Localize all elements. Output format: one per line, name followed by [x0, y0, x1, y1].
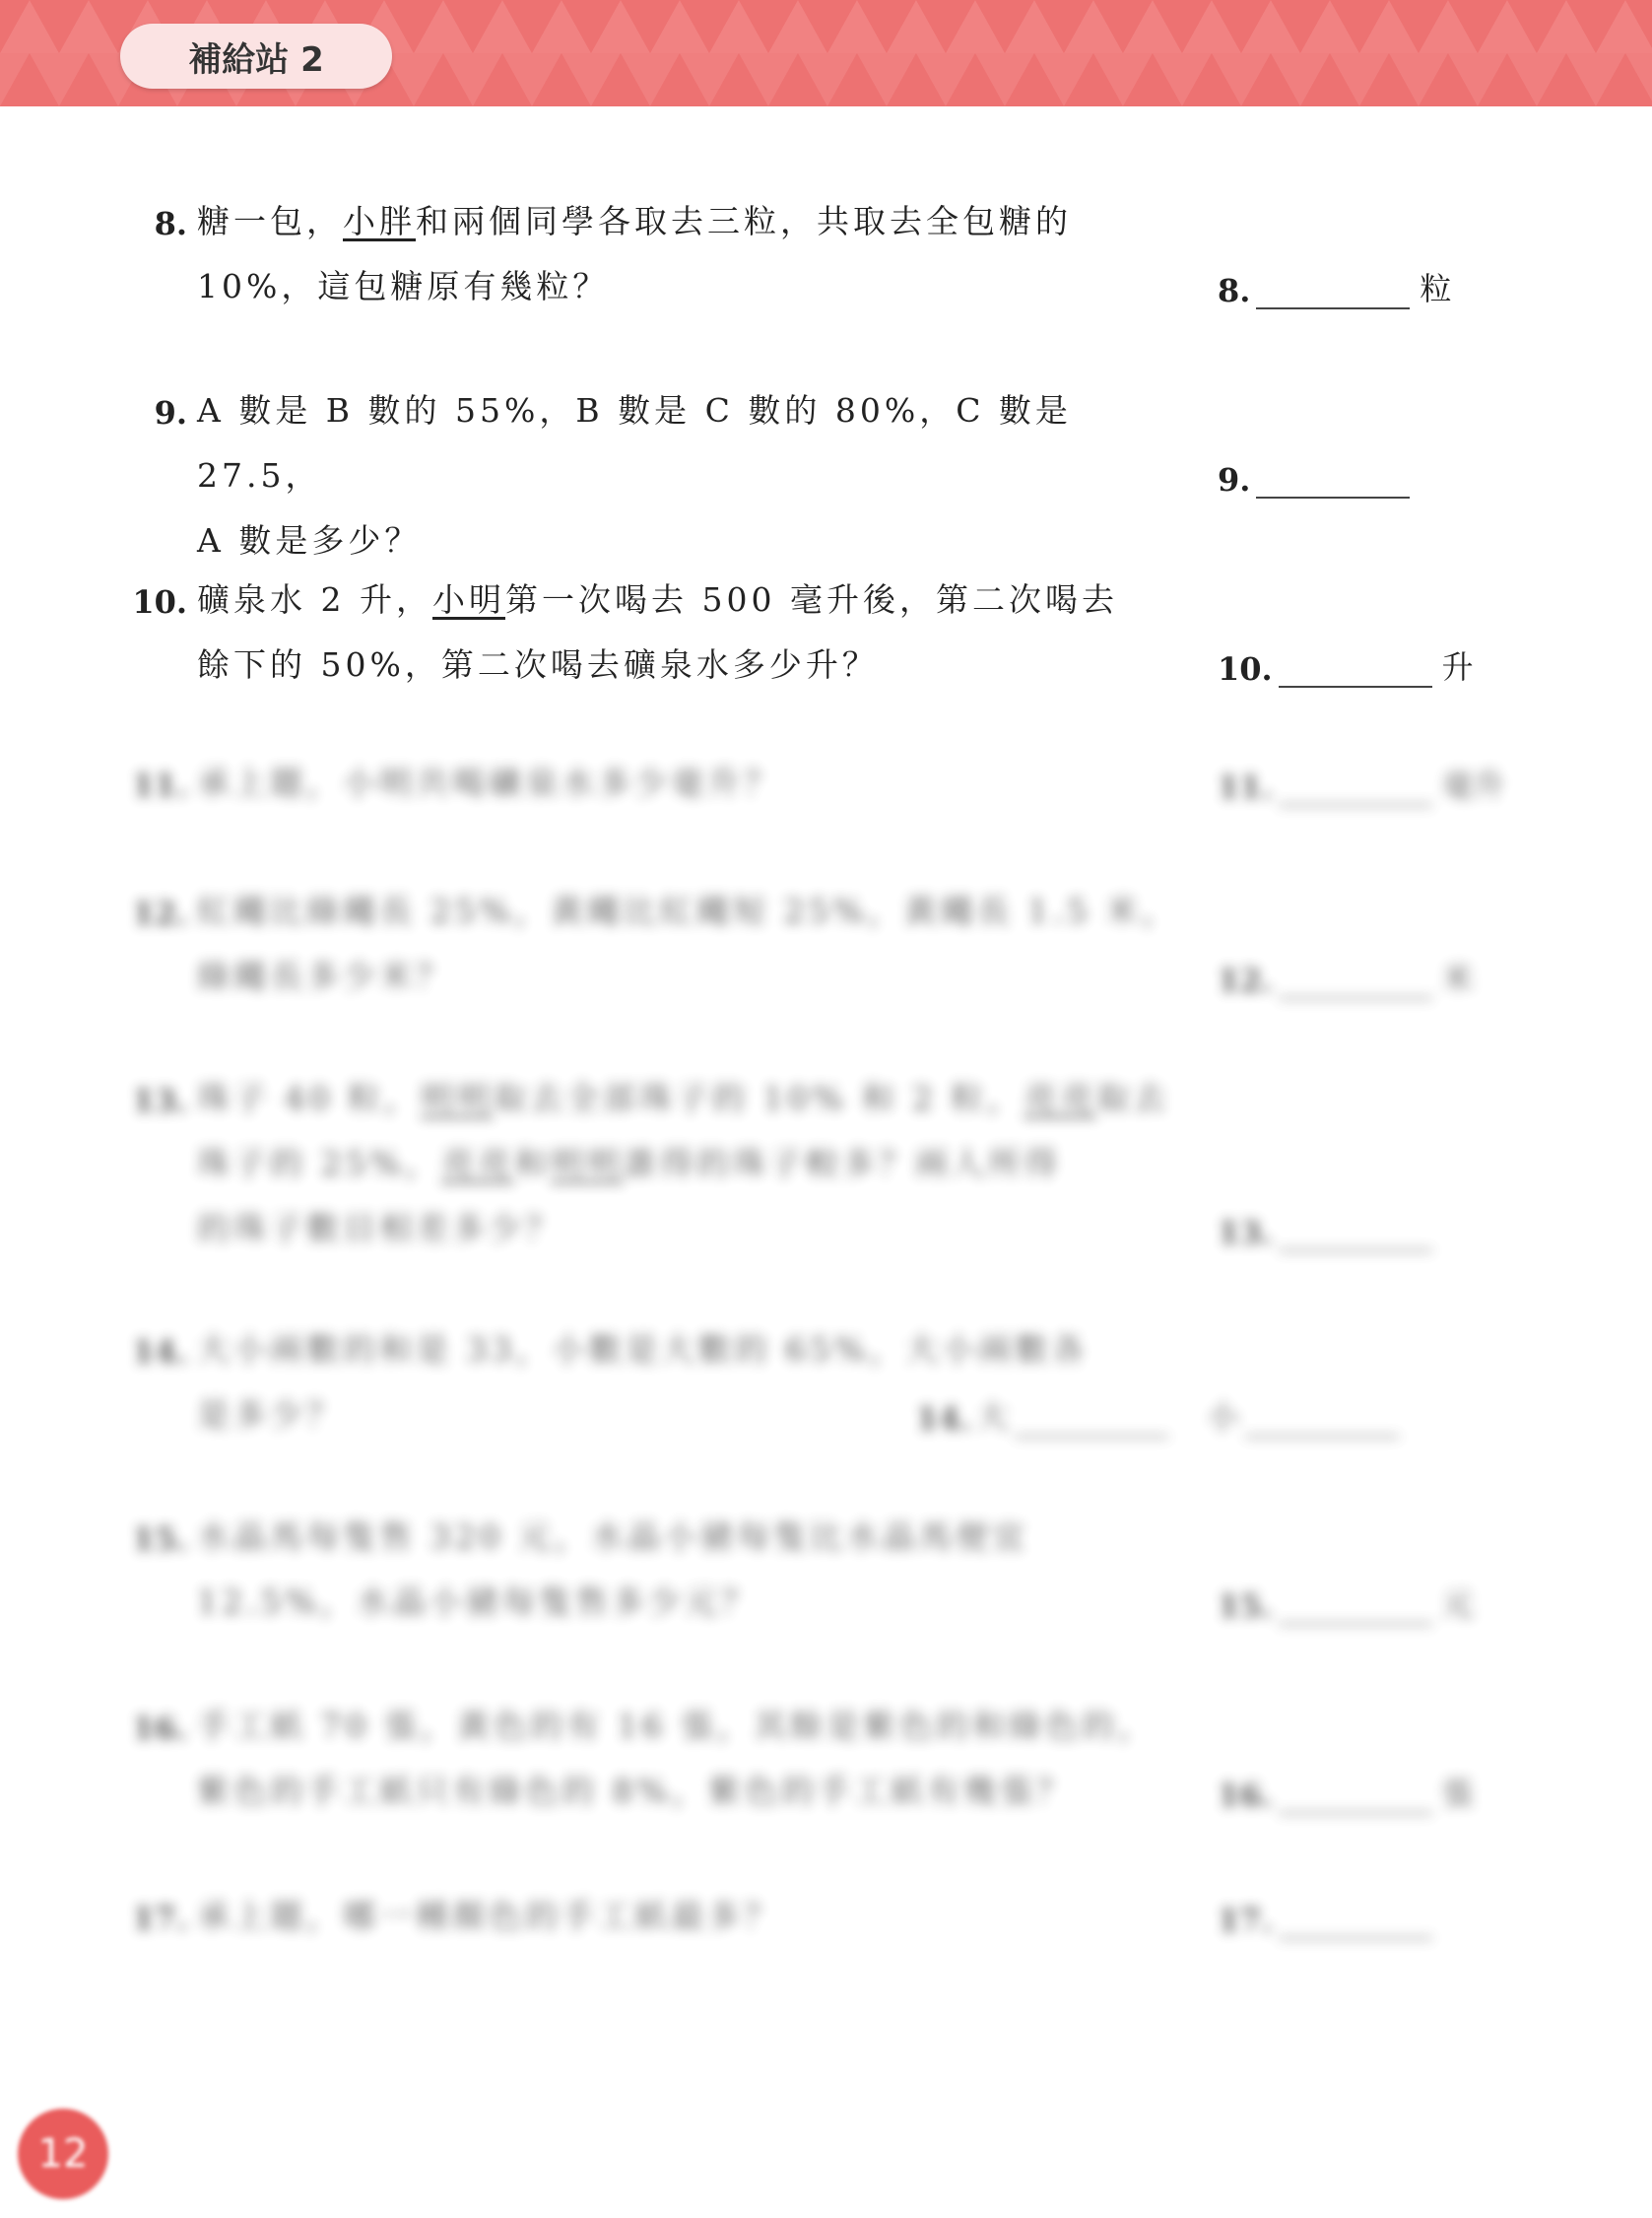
answer-blank[interactable] — [1256, 467, 1410, 499]
text-segment: 誰得的珠子較多？兩人所得 — [623, 1144, 1061, 1182]
text-segment: 紫色的手工紙只有綠色的 8%，紫色的手工紙有幾張？ — [197, 1772, 1073, 1810]
question-line — [197, 1505, 1192, 1570]
question-line — [197, 1196, 1192, 1261]
text-segment: 手工紙 70 張，黃色的有 16 張，其餘是紫色的和綠色的， — [197, 1707, 1155, 1745]
question-line — [197, 1759, 1192, 1824]
answer-unit: 毫升 — [1441, 767, 1505, 804]
text-segment: 10%，這包糖原有幾粒？ — [197, 267, 610, 305]
question-line — [197, 1131, 1192, 1196]
text-segment: 第一次喝去 500 毫升後，第二次喝去 — [504, 580, 1118, 619]
text-segment: 珠子 40 粒， — [197, 1079, 421, 1117]
text-segment: 礦泉水 2 升， — [197, 580, 432, 619]
answer-unit: 升 — [1441, 648, 1474, 686]
question-number: 11. — [132, 767, 187, 804]
answer-field[interactable] — [916, 1394, 1409, 1438]
question-text — [197, 568, 1192, 698]
answer-unit: 米 — [1441, 960, 1474, 997]
answer-blank[interactable] — [1279, 1593, 1432, 1625]
underlined-name: 小明 — [431, 580, 505, 619]
answer-label: 8. — [1218, 272, 1251, 309]
question-number: 9. — [154, 394, 187, 432]
question-text — [197, 189, 1192, 319]
question-line — [197, 1694, 1192, 1759]
question-text — [197, 1884, 1192, 1949]
question-line — [197, 1066, 1192, 1131]
answer-label: 17. — [1218, 1902, 1273, 1939]
answer-blank[interactable] — [1279, 774, 1432, 806]
question-number: 16. — [132, 1710, 187, 1747]
text-segment: 餘下的 50%，第二次喝去礦泉水多少升？ — [197, 645, 879, 684]
question-line — [197, 751, 1192, 816]
answer-field[interactable] — [1218, 266, 1451, 309]
question-number: 13. — [132, 1082, 187, 1119]
answer-blank[interactable] — [1279, 1908, 1432, 1939]
text-segment: 12.5%，水晶小豬每隻售多少元？ — [197, 1582, 758, 1621]
answer-blank[interactable] — [1256, 278, 1410, 309]
text-segment: 大小兩數的和是 33，小數是大數的 65%，大小兩數各 — [197, 1330, 1089, 1369]
question-number: 14. — [132, 1333, 187, 1371]
text-segment: 珠子的 25%， — [197, 1144, 441, 1182]
question-line — [197, 1317, 1192, 1382]
answer-field[interactable] — [1218, 956, 1474, 999]
text-segment: 綠繩長多少米？ — [197, 957, 452, 995]
question-text — [197, 879, 1192, 1009]
underlined-name: 明明 — [420, 1079, 494, 1117]
question-text — [197, 378, 1192, 573]
answer-prefix-small: 小 — [1207, 1398, 1239, 1436]
answer-unit: 粒 — [1420, 270, 1452, 307]
question-number: 17. — [132, 1900, 187, 1937]
answer-unit: 元 — [1441, 1585, 1474, 1623]
text-segment: 和 — [513, 1144, 551, 1182]
answer-field[interactable] — [1218, 1208, 1442, 1251]
section-badge: 補給站 2 — [120, 24, 392, 89]
text-segment: 承上題，哪一種顏色的手工紙最多？ — [197, 1897, 780, 1935]
question-line — [197, 254, 1192, 319]
text-segment: 紅繩比綠繩長 25%，黃繩比紅繩短 25%，黃繩長 1.5 米， — [197, 892, 1179, 930]
question-line — [197, 568, 1192, 633]
answer-blank[interactable] — [1279, 1782, 1432, 1814]
question-number: 15. — [132, 1520, 187, 1558]
underlined-name: 小胖 — [343, 202, 416, 240]
page-number: 12 — [18, 2109, 108, 2199]
answer-field[interactable] — [1218, 763, 1505, 806]
answer-unit: 張 — [1441, 1775, 1474, 1812]
question-number: 8. — [154, 205, 187, 242]
text-segment: A 數是 B 數的 55%，B 數是 C 數的 80%，C 數是 27.5， — [197, 391, 1072, 495]
question-line — [197, 633, 1192, 698]
text-segment: 承上題，小明共喝礦泉水多少毫升？ — [197, 764, 780, 802]
answer-blank-small[interactable] — [1245, 1406, 1399, 1438]
question-line — [197, 1570, 1192, 1635]
underlined-name: 亮亮 — [440, 1144, 514, 1182]
answer-label: 14. — [916, 1400, 971, 1438]
text-segment: 糖一包， — [197, 202, 343, 240]
text-segment: 取去全部珠子的 10% 和 2 粒， — [493, 1079, 1024, 1117]
text-segment: 水晶馬每隻售 320 元，水晶小豬每隻比水晶馬便宜 — [197, 1517, 1028, 1556]
question-line — [197, 378, 1192, 508]
answer-label: 12. — [1218, 962, 1273, 999]
answer-blank[interactable] — [1279, 968, 1432, 999]
question-number: 10. — [132, 583, 187, 621]
underlined-name: 明明 — [550, 1144, 624, 1182]
answer-blank-large[interactable] — [1015, 1406, 1168, 1438]
answer-label: 13. — [1218, 1214, 1273, 1251]
question-line — [197, 944, 1192, 1009]
question-line — [197, 1884, 1192, 1949]
answer-label: 9. — [1218, 461, 1251, 499]
text-segment: 是多少？ — [197, 1395, 343, 1434]
header-banner — [0, 0, 1652, 106]
question-line — [197, 508, 1192, 573]
answer-blank[interactable] — [1279, 656, 1432, 688]
answer-prefix-large: 大 — [976, 1398, 1009, 1436]
question-line — [197, 879, 1192, 944]
text-segment: 和兩個同學各取去三粒，共取去全包糖的 — [416, 202, 1072, 240]
answer-label: 16. — [1218, 1777, 1273, 1814]
question-line — [197, 189, 1192, 254]
text-segment: 取去 — [1096, 1079, 1170, 1117]
question-text — [197, 1694, 1192, 1824]
underlined-name: 亮亮 — [1024, 1079, 1097, 1117]
answer-label: 11. — [1218, 769, 1273, 806]
text-segment: 的珠子數目相差多少？ — [197, 1209, 562, 1247]
answer-field[interactable] — [1218, 1896, 1442, 1939]
answer-field[interactable] — [1218, 455, 1420, 499]
question-number: 12. — [132, 895, 187, 932]
text-segment: A 數是多少？ — [197, 521, 422, 560]
answer-label: 15. — [1218, 1587, 1273, 1625]
answer-field[interactable] — [1218, 644, 1474, 688]
answer-field[interactable] — [1218, 1581, 1474, 1625]
answer-blank[interactable] — [1279, 1220, 1432, 1251]
answer-label: 10. — [1218, 650, 1273, 688]
question-text — [197, 751, 1192, 816]
answer-field[interactable] — [1218, 1771, 1474, 1814]
question-text — [197, 1066, 1192, 1261]
question-text — [197, 1505, 1192, 1635]
